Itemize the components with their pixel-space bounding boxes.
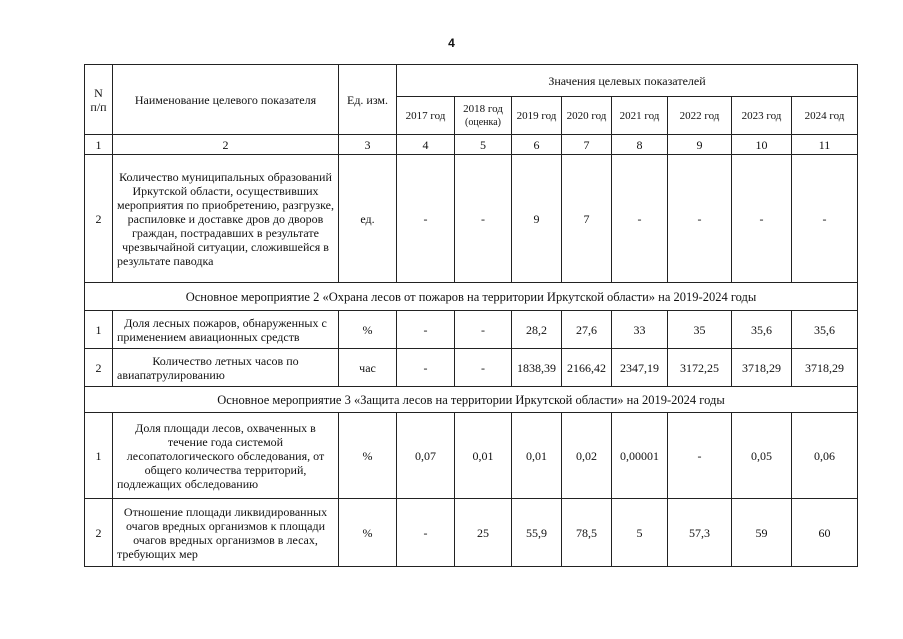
value-cell: - xyxy=(455,311,512,349)
value-cell: 9 xyxy=(512,155,562,283)
table-body xyxy=(85,155,858,567)
header-year-label: 2021 год xyxy=(619,109,660,122)
value-cell: - xyxy=(397,499,455,567)
header-year-label: 2019 год xyxy=(516,109,557,122)
value-cell: 60 xyxy=(792,499,858,567)
header-year-4 xyxy=(612,97,668,135)
column-number-cell: 6 xyxy=(512,135,562,155)
value-cell: - xyxy=(397,311,455,349)
header-unit: Ед. изм. xyxy=(339,65,397,135)
page-number: 4 xyxy=(448,36,455,50)
column-number-cell: 1 xyxy=(85,135,113,155)
header-year-label: 2017 год xyxy=(405,109,446,122)
value-cell: - xyxy=(792,155,858,283)
header-year-note: (оценка) xyxy=(465,116,501,128)
header-year-label: 2024 год xyxy=(804,109,845,122)
value-cell: 27,6 xyxy=(562,311,612,349)
column-number-cell: 10 xyxy=(732,135,792,155)
header-values-title: Значения целевых показателей xyxy=(397,65,858,97)
column-number-cell: 11 xyxy=(792,135,858,155)
value-cell: 0,01 xyxy=(512,413,562,499)
table-row xyxy=(85,311,858,349)
row-number: 2 xyxy=(85,349,113,387)
header-number: N п/п xyxy=(85,65,113,135)
header-column-numbers-row xyxy=(85,135,858,155)
value-cell: 0,07 xyxy=(397,413,455,499)
row-number: 1 xyxy=(85,413,113,499)
column-number-cell: 8 xyxy=(612,135,668,155)
target-indicators-table xyxy=(84,64,858,567)
value-cell: 3172,25 xyxy=(668,349,732,387)
header-year-label: 2020 год xyxy=(566,109,607,122)
value-cell: 3718,29 xyxy=(792,349,858,387)
value-cell: 0,05 xyxy=(732,413,792,499)
value-cell: - xyxy=(668,413,732,499)
value-cell: - xyxy=(397,155,455,283)
column-number-cell: 3 xyxy=(339,135,397,155)
indicator-name: Количество летных часов по авиапатрулированию xyxy=(113,349,339,387)
row-number: 2 xyxy=(85,499,113,567)
value-cell: 3718,29 xyxy=(732,349,792,387)
header-year-label: 2022 год xyxy=(679,109,720,122)
value-cell: - xyxy=(455,155,512,283)
value-cell: 78,5 xyxy=(562,499,612,567)
value-cell: 35,6 xyxy=(732,311,792,349)
value-cell: 2347,19 xyxy=(612,349,668,387)
value-cell: 1838,39 xyxy=(512,349,562,387)
value-cell: 0,00001 xyxy=(612,413,668,499)
value-cell: 0,01 xyxy=(455,413,512,499)
value-cell: - xyxy=(397,349,455,387)
header-year-label: 2023 год xyxy=(741,109,782,122)
column-number-cell: 7 xyxy=(562,135,612,155)
value-cell: - xyxy=(455,349,512,387)
value-cell: 35 xyxy=(668,311,732,349)
unit-cell: ед. xyxy=(339,155,397,283)
value-cell: 5 xyxy=(612,499,668,567)
value-cell: 7 xyxy=(562,155,612,283)
value-cell: 28,2 xyxy=(512,311,562,349)
column-number-cell: 5 xyxy=(455,135,512,155)
table-row xyxy=(85,499,858,567)
row-number: 1 xyxy=(85,311,113,349)
value-cell: 0,06 xyxy=(792,413,858,499)
value-cell: - xyxy=(668,155,732,283)
table-header xyxy=(85,65,858,155)
unit-cell: % xyxy=(339,413,397,499)
value-cell: 35,6 xyxy=(792,311,858,349)
indicator-name: Доля лесных пожаров, обнаруженных с применением авиационных средств xyxy=(113,311,339,349)
value-cell: 2166,42 xyxy=(562,349,612,387)
column-number-cell: 2 xyxy=(113,135,339,155)
value-cell: 33 xyxy=(612,311,668,349)
column-number-cell: 4 xyxy=(397,135,455,155)
indicator-name: Отношение площади ликвидированных очагов вредных организмов к площади очагов вредных организмов в лесах, требующих мер xyxy=(113,499,339,567)
value-cell: - xyxy=(732,155,792,283)
header-year-5 xyxy=(668,97,732,135)
header-year-0 xyxy=(397,97,455,135)
value-cell: 55,9 xyxy=(512,499,562,567)
table-row xyxy=(85,349,858,387)
table-row xyxy=(85,155,858,283)
value-cell: 0,02 xyxy=(562,413,612,499)
value-cell: - xyxy=(612,155,668,283)
value-cell: 59 xyxy=(732,499,792,567)
header-year-3 xyxy=(562,97,612,135)
header-indicator-name: Наименование целевого показателя xyxy=(113,65,339,135)
section-row xyxy=(85,283,858,311)
unit-cell: % xyxy=(339,499,397,567)
unit-cell: час xyxy=(339,349,397,387)
value-cell: 57,3 xyxy=(668,499,732,567)
indicator-name: Количество муниципальных образований Иркутской области, осуществивших мероприятия по приобретению, разгрузке, распиловке и доставке дров до дворов граждан, пострадавших в результате чрезвычайной ситуации, сложившейся в результате паводка xyxy=(113,155,339,283)
unit-cell: % xyxy=(339,311,397,349)
indicator-name: Доля площади лесов, охваченных в течение года системой лесопатологического обследования, от общего количества территорий, подлежащих обследованию xyxy=(113,413,339,499)
section-row xyxy=(85,387,858,413)
row-number: 2 xyxy=(85,155,113,283)
column-number-cell: 9 xyxy=(668,135,732,155)
section-title: Основное мероприятие 2 «Охрана лесов от пожаров на территории Иркутской области» на 2019-2024 годы xyxy=(85,283,858,311)
header-year-6 xyxy=(732,97,792,135)
header-year-label: 2018 год xyxy=(463,102,503,115)
header-year-2 xyxy=(512,97,562,135)
value-cell: 25 xyxy=(455,499,512,567)
header-year-7 xyxy=(792,97,858,135)
section-title: Основное мероприятие 3 «Защита лесов на территории Иркутской области» на 2019-2024 годы xyxy=(85,387,858,413)
header-year-1 xyxy=(455,97,512,135)
table-row xyxy=(85,413,858,499)
